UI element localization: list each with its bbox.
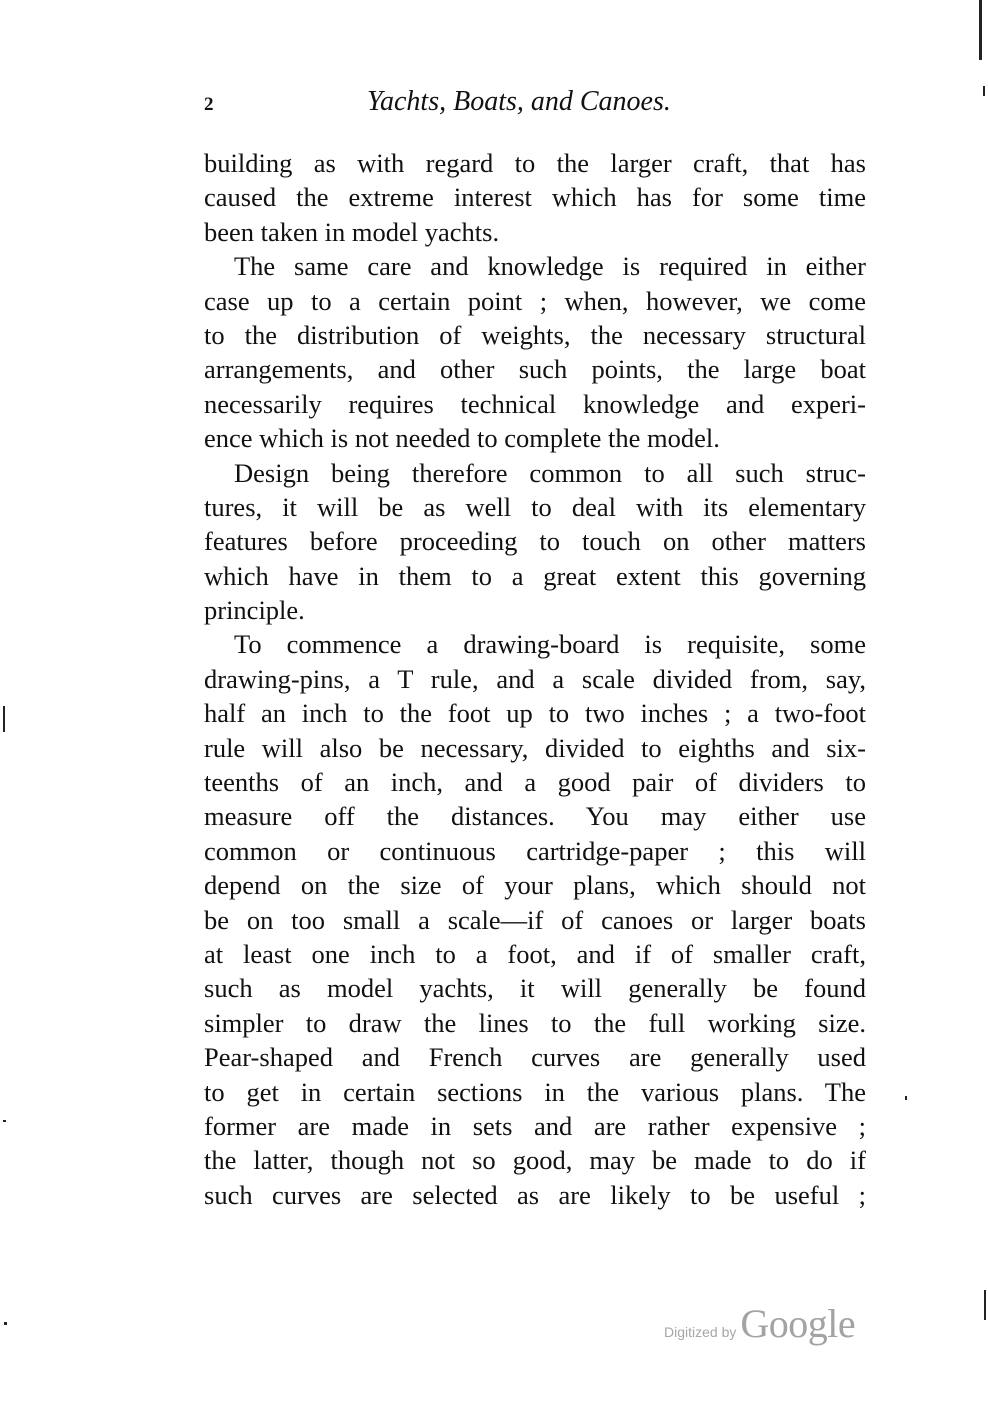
scan-edge-mark (979, 0, 982, 60)
scan-edge-mark (3, 1120, 6, 1122)
text-line: such as model yachts, it will generally be found (204, 973, 866, 1004)
text-line: at least one inch to a foot, and if of smaller craft, (204, 938, 866, 969)
text-line: The same care and knowledge is required in either (234, 251, 866, 282)
text-line: arrangements, and other such points, the large boat (204, 354, 866, 385)
scan-edge-mark (984, 1290, 986, 1320)
text-line: been taken in model yachts. (204, 216, 500, 247)
text-line: tures, it will be as well to deal with its elementary (204, 491, 866, 522)
scan-edge-mark (983, 86, 985, 96)
text-line: teenths of an inch, and a good pair of dividers to (204, 767, 866, 798)
text-line: to the distribution of weights, the necessary structural (204, 319, 866, 350)
text-line: measure off the distances. You may either use (204, 801, 866, 832)
body-text (204, 146, 866, 1212)
text-line: ence which is not needed to complete the model. (204, 423, 720, 454)
text-line: caused the extreme interest which has for some time (204, 182, 866, 213)
text-line: features before proceeding to touch on other matters (204, 526, 866, 557)
text-line: To commence a drawing-board is requisite, some (234, 629, 866, 660)
text-line: depend on the size of your plans, which should not (204, 870, 866, 901)
text-line: principle. (204, 595, 305, 626)
text-line: the latter, though not so good, may be made to do if (204, 1145, 866, 1176)
text-line: Design being therefore common to all such struc- (234, 457, 866, 488)
page-header (204, 86, 724, 126)
text-line: half an inch to the foot up to two inches ; a two-foot (204, 698, 866, 729)
google-logo: Google (740, 1301, 856, 1346)
page-number: 2 (204, 94, 214, 115)
scan-edge-mark (3, 706, 5, 732)
text-line: which have in them to a great extent this governing (204, 560, 866, 591)
scan-edge-mark (4, 1322, 7, 1325)
digitized-by-google-watermark (664, 1300, 855, 1344)
text-line: Pear-shaped and French curves are generally used (204, 1042, 866, 1073)
text-line: to get in certain sections in the various plans. The (204, 1076, 866, 1107)
running-title: Yachts, Boats, and Canoes. (367, 86, 671, 117)
digitized-label: Digitized by (664, 1324, 737, 1340)
text-line: case up to a certain point ; when, however, we come (204, 285, 866, 316)
text-line: former are made in sets and are rather expensive ; (204, 1110, 866, 1141)
scan-edge-mark (905, 1096, 907, 1100)
text-line: necessarily requires technical knowledge and experi- (204, 388, 866, 419)
text-line: building as with regard to the larger craft, that has (204, 148, 866, 178)
text-line: be on too small a scale—if of canoes or larger boats (204, 904, 866, 935)
text-line: rule will also be necessary, divided to eighths and six- (204, 732, 866, 763)
text-line: common or continuous cartridge-paper ; this will (204, 835, 866, 866)
text-line: such curves are selected as are likely to be useful ; (204, 1179, 866, 1210)
text-line: drawing-pins, a T rule, and a scale divided from, say, (204, 663, 866, 694)
text-line: simpler to draw the lines to the full working size. (204, 1007, 866, 1038)
